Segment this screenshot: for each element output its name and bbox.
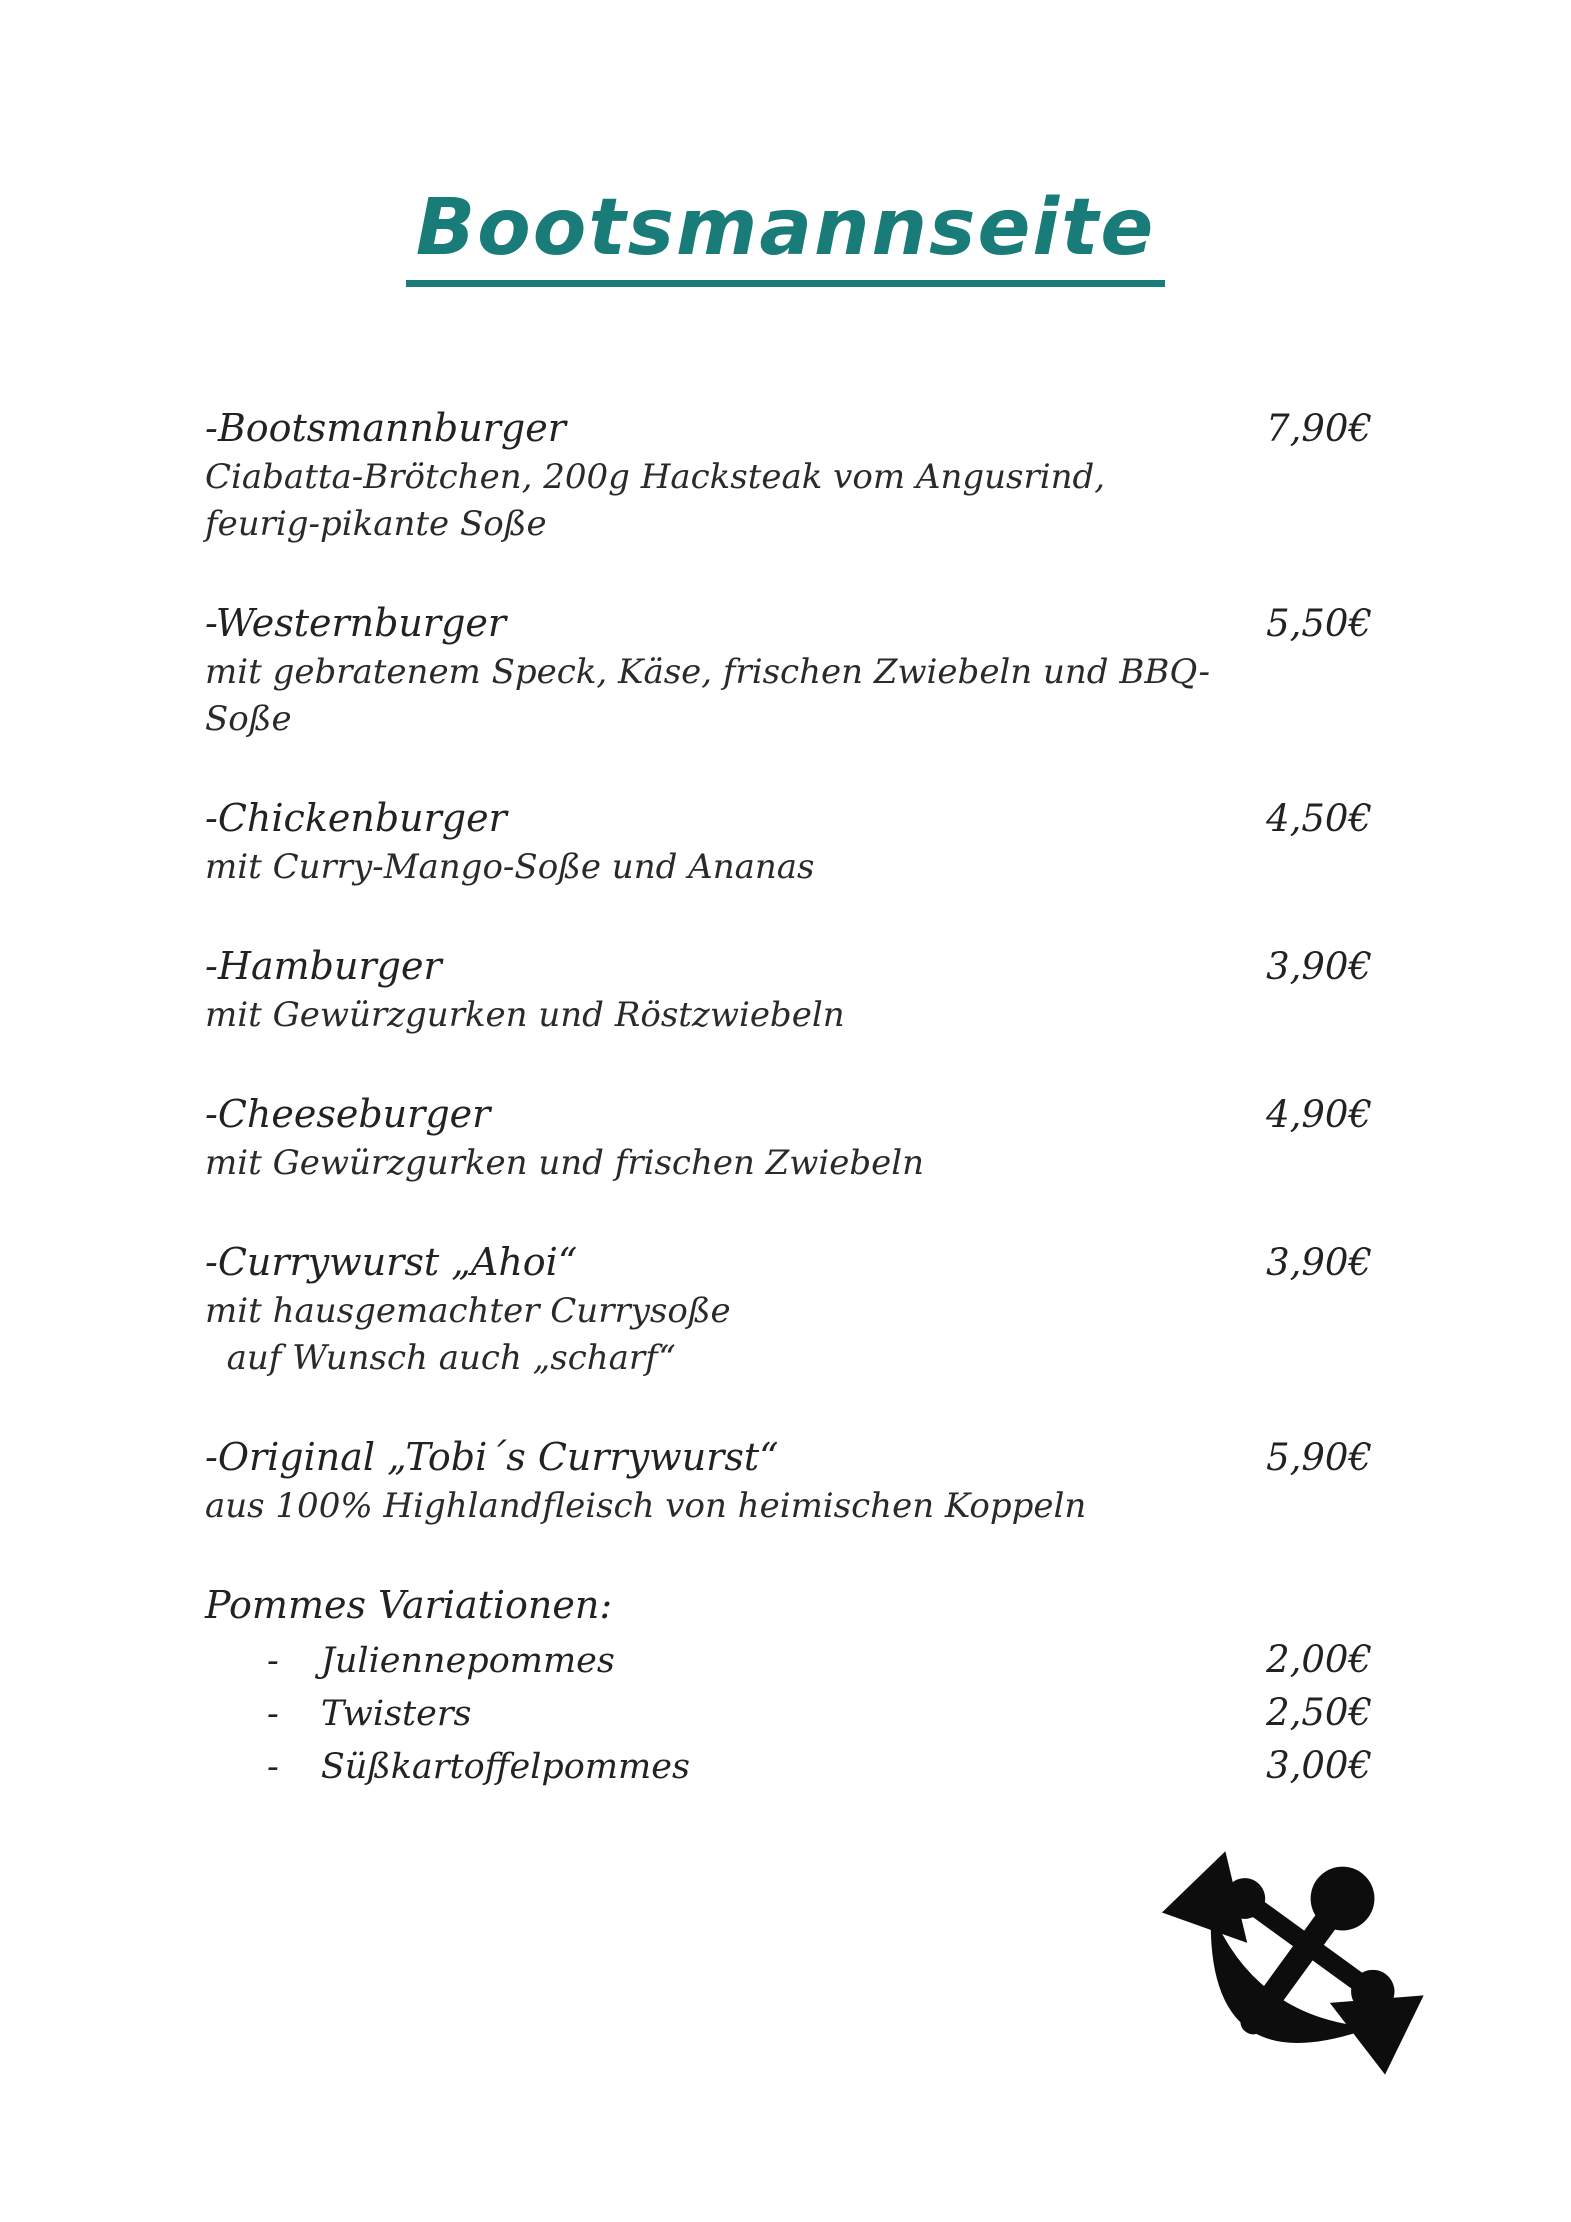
side-name: Süßkartoffelpommes xyxy=(320,1747,690,1787)
item-row xyxy=(205,793,1372,844)
item-description-line: mit Gewürzgurken und Röstzwiebeln xyxy=(205,995,845,1035)
item-price: 4,90€ xyxy=(1266,1093,1372,1136)
item-description-line: Ciabatta-Brötchen, 200g Hacksteak vom Angusrind, xyxy=(205,457,1106,497)
item-name: -Bootsmannburger xyxy=(205,406,566,450)
menu-item-bootsmannburger xyxy=(205,403,1372,548)
menu-item-chickenburger xyxy=(205,793,1372,891)
item-price: 3,90€ xyxy=(1266,945,1372,988)
item-description-line: auf Wunsch auch „scharf“ xyxy=(205,1338,676,1378)
item-description-line: mit gebratenem Speck, Käse, frischen Zwiebeln und BBQ- xyxy=(205,652,1210,692)
item-name: -Hamburger xyxy=(205,944,442,988)
item-row xyxy=(205,941,1372,992)
page-title-text: Bootsmannseite xyxy=(406,178,1166,287)
menu-item-westernburger xyxy=(205,598,1372,743)
item-price: 5,50€ xyxy=(1266,602,1372,645)
side-item-twisters xyxy=(205,1687,1372,1740)
item-price: 7,90€ xyxy=(1266,407,1372,450)
item-row xyxy=(205,598,1372,649)
item-description-line: Soße xyxy=(205,699,292,739)
sides-header: Pommes Variationen: xyxy=(205,1583,613,1627)
menu-item-tobis-currywurst xyxy=(205,1432,1372,1530)
item-name: -Westernburger xyxy=(205,601,507,645)
sides-section xyxy=(205,1580,1372,1793)
item-price: 4,50€ xyxy=(1266,797,1372,840)
menu-item-hamburger xyxy=(205,941,1372,1039)
item-description-line: feurig-pikante Soße xyxy=(205,504,547,544)
item-description-line: aus 100% Highlandfleisch von heimischen Koppeln xyxy=(205,1486,1087,1526)
side-price: 3,00€ xyxy=(1266,1744,1372,1787)
item-name: -Currywurst „Ahoi“ xyxy=(205,1240,578,1284)
item-row xyxy=(205,403,1372,454)
side-name: Juliennepommes xyxy=(320,1641,615,1681)
anchor-icon xyxy=(1128,1838,1428,2138)
menu-list xyxy=(205,403,1372,1793)
side-item-suesskartoffelpommes xyxy=(205,1740,1372,1793)
item-name: -Chickenburger xyxy=(205,796,507,840)
item-description-line: mit Gewürzgurken und frischen Zwiebeln xyxy=(205,1143,925,1183)
item-row xyxy=(205,1237,1372,1288)
bullet-dash: - xyxy=(267,1694,279,1734)
side-item-juliennepommes xyxy=(205,1634,1372,1687)
item-price: 5,90€ xyxy=(1266,1436,1372,1479)
item-name: -Cheeseburger xyxy=(205,1092,491,1136)
menu-item-cheeseburger xyxy=(205,1089,1372,1187)
item-row xyxy=(205,1089,1372,1140)
item-description-line: mit Curry-Mango-Soße und Ananas xyxy=(205,847,815,887)
menu-item-currywurst-ahoi xyxy=(205,1237,1372,1382)
item-row xyxy=(205,1432,1372,1483)
item-name: -Original „Tobi´s Currywurst“ xyxy=(205,1435,779,1479)
side-name: Twisters xyxy=(320,1694,472,1734)
side-price: 2,50€ xyxy=(1266,1691,1372,1734)
item-price: 3,90€ xyxy=(1266,1241,1372,1284)
bullet-dash: - xyxy=(267,1641,279,1681)
page-title xyxy=(0,178,1571,287)
bullet-dash: - xyxy=(267,1747,279,1787)
side-price: 2,00€ xyxy=(1266,1638,1372,1681)
item-description-line: mit hausgemachter Currysoße xyxy=(205,1291,731,1331)
